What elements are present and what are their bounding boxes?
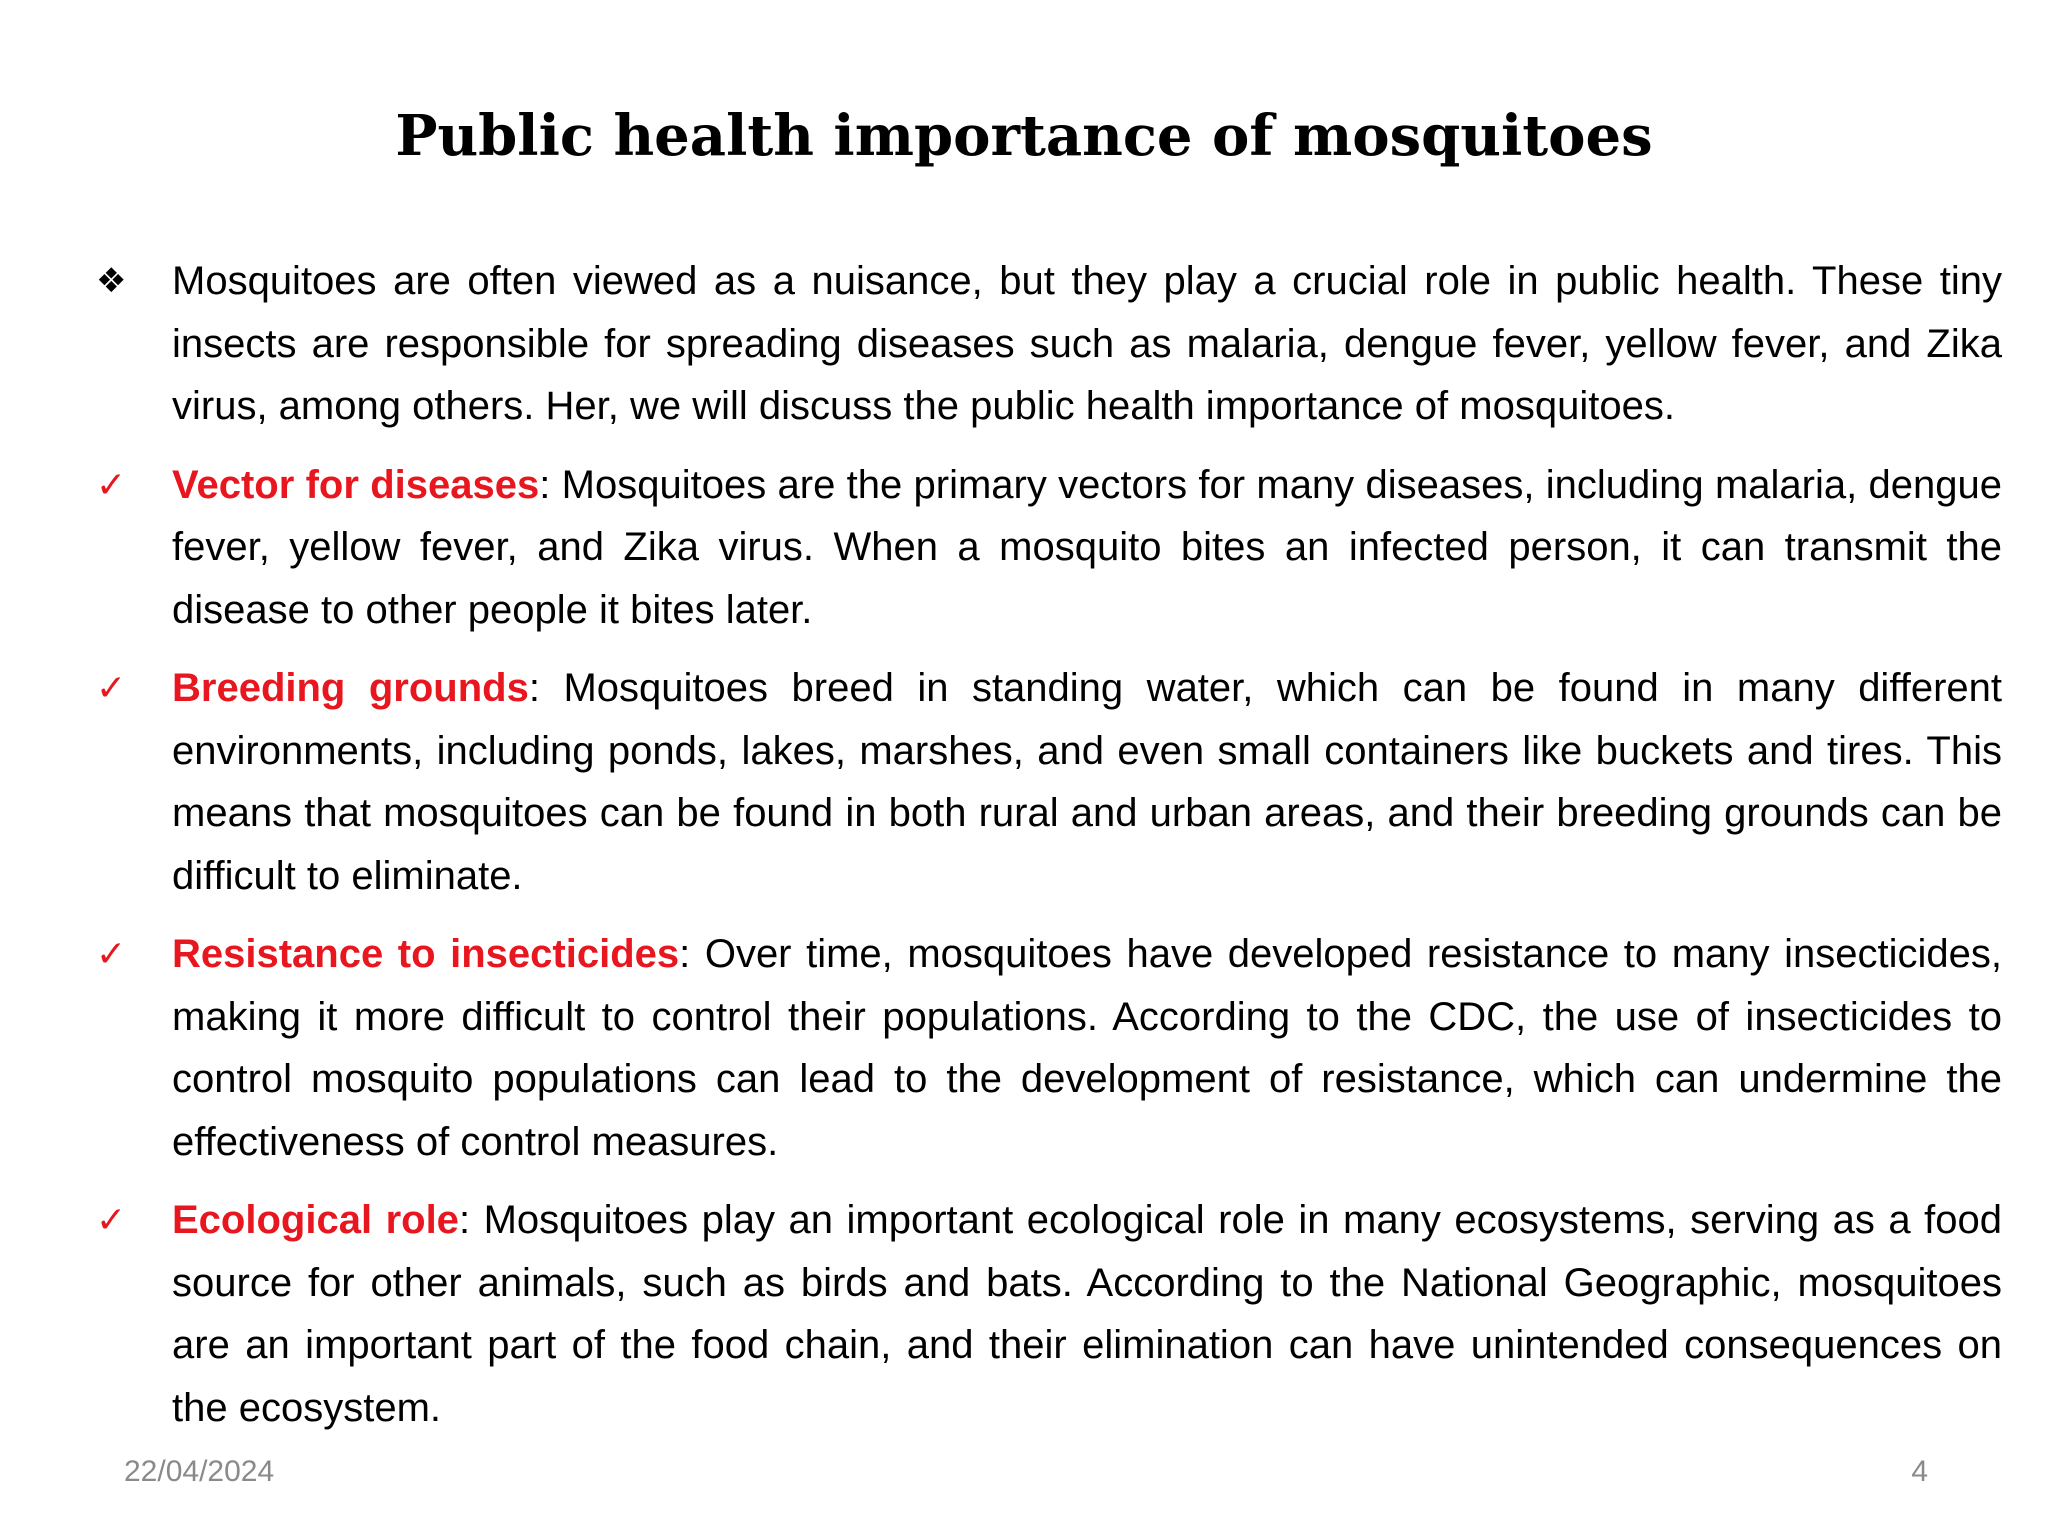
point-item xyxy=(96,923,2002,1173)
point-item xyxy=(96,1189,2002,1439)
point-text: : Mosquitoes play an important ecological role in many ecosystems, serving as a food source for other animals, such as birds and bats. According to the National Geographic, mosquitoes are an important part of the food chain, and their elimination can have unintended consequences on the ecosystem. xyxy=(172,1198,2003,1430)
point-term: Resistance to insecticides xyxy=(172,932,680,976)
point-text: : Mosquitoes breed in standing water, which can be found in many different environments, including ponds, lakes, marshes, and even small containers like buckets and tires. This means that mosquitoes can be found in both rural and urban areas, and their breeding grounds can be difficult to eliminate. xyxy=(172,666,2002,898)
slide-content xyxy=(96,250,2002,1455)
point-term: Ecological role xyxy=(172,1198,459,1242)
check-mark-icon: ✓ xyxy=(96,667,127,708)
point-term: Breeding grounds xyxy=(172,666,529,710)
point-term: Vector for diseases xyxy=(172,462,540,507)
check-mark-icon: ✓ xyxy=(96,1199,127,1240)
check-mark-icon: ✓ xyxy=(96,463,127,505)
footer-date: 22/04/2024 xyxy=(124,1455,275,1488)
point-text: : Over time, mosquitoes have developed resistance to many insecticides, making it more difficult to control their populations. According to the CDC, the use of insecticides to control mosquito populations can lead to the development of resistance, which can undermine the effectiveness of control measures. xyxy=(172,932,2002,1164)
check-mark-icon: ✓ xyxy=(96,933,127,974)
slide-title: Public health importance of mosquitoes xyxy=(395,103,1653,169)
footer-page-number: 4 xyxy=(1911,1455,1928,1488)
diamond-bullet-icon: ❖ xyxy=(96,262,127,300)
intro-bullet xyxy=(96,250,2002,438)
point-item xyxy=(96,657,2002,907)
intro-text: Mosquitoes are often viewed as a nuisance, but they play a crucial role in public health. These tiny insects are responsible for spreading diseases such as malaria, dengue fever, yellow fever, and Zika virus, among others. Her, we will discuss the public health importance of mosquitoes. xyxy=(172,259,2002,428)
point-item xyxy=(96,454,2002,642)
point-text: : Mosquitoes are the primary vectors for many diseases, including malaria, dengue fever, yellow fever, and Zika virus. When a mosquito bites an infected person, it can transmit the disease to other people it bites later. xyxy=(172,462,2002,632)
